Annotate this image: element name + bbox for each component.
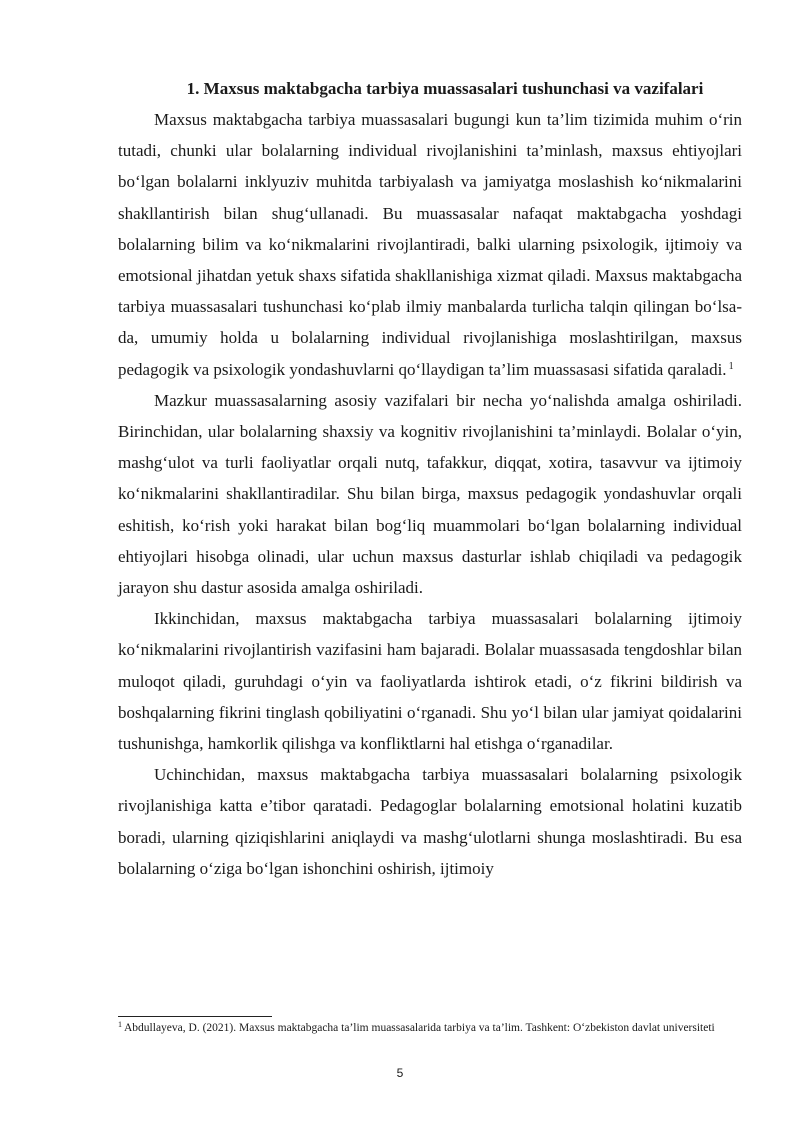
footnote-marker: 1 [118,1020,122,1029]
page-body [118,73,742,884]
paragraph-1-text: Maxsus maktabgacha tarbiya muassasalari bugungi kun ta’lim tizimida muhim o‘rin tutadi, chunki ular bolalarning individual rivojlanishini ta’minlash, maxsus ehtiyojlari bo‘lgan bolalarni inklyuziv muhitda tarbiyalash va jamiyatga moslashish ko‘nikmalarini shakllantirish bilan shug‘ullanadi. Bu muassasalar nafaqat maktabgacha yoshdagi bolalarning bilim va ko‘nikmalarini rivojlantiradi, balki ularning psixologik, ijtimoiy va emotsional jihatdan yetuk shaxs sifatida shakllanishiga xizmat qiladi. Maxsus maktabgacha tarbiya muassasalari tushunchasi ko‘plab ilmiy manbalarda turlicha talqin qilingan bo‘lsa-da, umumiy holda u bolalarning individual rivojlanishiga moslashtirilgan, maxsus pedagogik va psixologik yondashuvlarni qo‘llaydigan ta’lim muassasasi sifatida qaraladi. [118,110,742,379]
footnote-reference[interactable]: 1 [728,360,734,372]
paragraph-3: Ikkinchidan, maxsus maktabgacha tarbiya muassasalari bolalarning ijtimoiy ko‘nikmalarini rivojlantirish vazifasini ham bajaradi. Bolalar muassasada tengdoshlar bilan muloqot qiladi, guruhdagi o‘yin va faoliyatlarda ishtirok etadi, o‘z fikrini bildirish va boshqalarning fikrini tinglash qobiliyatini o‘rganadi. Shu yo‘l bilan ular jamiyat qoidalarini tushunishga, hamkorlik qilishga va konfliktlarni hal etishga o‘rganadilar. [118,609,742,754]
footnote [118,1020,738,1037]
section-heading: 1. Maxsus maktabgacha tarbiya muassasalari tushunchasi va vazifalari [186,79,704,98]
footnote-separator [118,1016,272,1017]
page-number: 5 [396,1066,404,1080]
paragraph-4: Uchinchidan, maxsus maktabgacha tarbiya muassasalari bolalarning psixologik rivojlanishiga katta e’tibor qaratadi. Pedagoglar bolalarning emotsional holatini kuzatib boradi, ularning qiziqishlarini aniqlaydi va mashg‘ulotlarni shunga moslashtiradi. Bu esa bolalarning o‘ziga bo‘lgan ishonchini oshirish, ijtimoiy [118,765,742,878]
footnote-text: Abdullayeva, D. (2021). Maxsus maktabgacha ta’lim muassasalarida tarbiya va ta’lim. Tashkent: O‘zbekiston davlat universiteti [124,1022,715,1034]
paragraph-2: Mazkur muassasalarning asosiy vazifalari bir necha yo‘nalishda amalga oshiriladi. Birinchidan, ular bolalarning shaxsiy va kognitiv rivojlanishini ta’minlaydi. Bolalar o‘yin, mashg‘ulot va turli faoliyatlar orqali nutq, tafakkur, diqqat, xotira, tasavvur va ijtimoiy ko‘nikmalarini shakllantiradilar. Shu bilan birga, maxsus pedagogik yondashuvlar orqali eshitish, ko‘rish yoki harakat bilan bog‘liq muammolari bo‘lgan bolalarning individual ehtiyojlari hisobga olinadi, ular uchun maxsus dasturlar ishlab chiqiladi va pedagogik jarayon shu dastur asosida amalga oshiriladi. [118,390,742,598]
paragraph-1 [118,104,742,385]
